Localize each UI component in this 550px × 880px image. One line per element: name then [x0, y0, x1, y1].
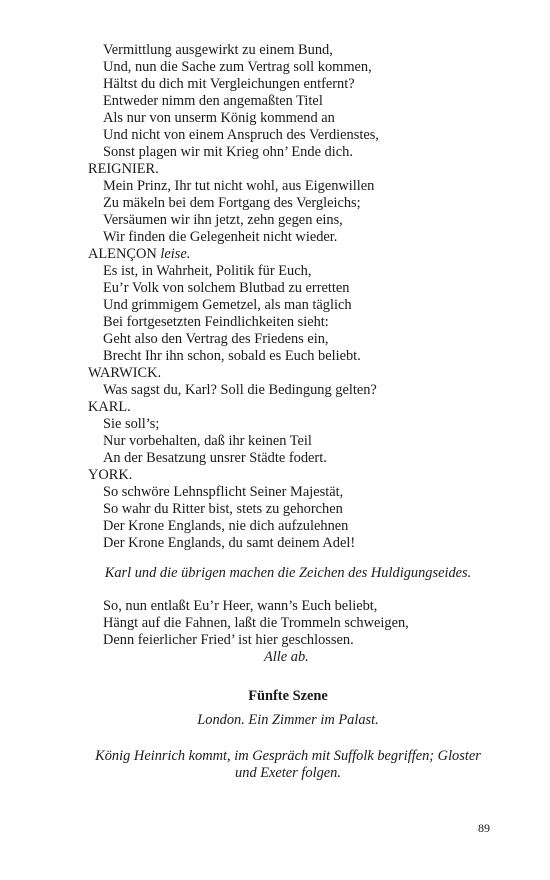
verse-line: Sonst plagen wir mit Krieg ohn’ Ende dich.	[103, 144, 353, 160]
verse-line: Was sagst du, Karl? Soll die Bedingung gelten?	[103, 382, 377, 398]
verse-line: Geht also den Vertrag des Friedens ein,	[103, 331, 329, 347]
verse-line: So wahr du Ritter bist, stets zu gehorchen	[103, 501, 343, 517]
verse-line: Denn feierlicher Fried’ ist hier geschlossen.	[103, 632, 354, 648]
verse-line: Der Krone Englands, du samt deinem Adel!	[103, 535, 356, 551]
entrance-direction-line-1: König Heinrich kommt, im Gespräch mit Suffolk begriffen; Gloster	[95, 748, 481, 764]
page-number: 89	[478, 821, 490, 835]
verse-line: Entweder nimm den angemaßten Titel	[103, 93, 323, 109]
entrance-direction-line-2: und Exeter folgen.	[235, 765, 341, 781]
verse-line: Bei fortgesetzten Feindlichkeiten sieht:	[103, 314, 329, 330]
verse-line: Der Krone Englands, nie dich aufzulehnen	[103, 518, 349, 534]
exit-direction: Alle ab.	[264, 649, 309, 665]
verse-line: Nur vorbehalten, daß ihr keinen Teil	[103, 433, 312, 449]
verse-line: Mein Prinz, Ihr tut nicht wohl, aus Eigenwillen	[103, 178, 375, 194]
verse-line: Und, nun die Sache zum Vertrag soll kommen,	[103, 59, 372, 75]
speaker-warwick: WARWICK.	[88, 365, 162, 381]
speaker-york: YORK.	[88, 467, 133, 483]
verse-line: Es ist, in Wahrheit, Politik für Euch,	[103, 263, 312, 279]
speaker-karl: KARL.	[88, 399, 131, 415]
scene-location: London. Ein Zimmer im Palast.	[197, 712, 379, 728]
verse-line: Als nur von unserm König kommend an	[103, 110, 335, 126]
verse-line: Und nicht von einem Anspruch des Verdienstes,	[103, 127, 379, 143]
speaker-alencon-line	[88, 246, 190, 263]
scene-heading: Fünfte Szene	[248, 688, 328, 704]
verse-line: So schwöre Lehnspflicht Seiner Majestät,	[103, 484, 344, 500]
verse-line: Und grimmigem Gemetzel, als man täglich	[103, 297, 352, 313]
speaker-stage-direction: leise.	[160, 246, 191, 262]
verse-line: An der Besatzung unsrer Städte fodert.	[103, 450, 327, 466]
speaker-alencon: ALENÇON	[88, 246, 157, 262]
verse-line: Wir finden die Gelegenheit nicht wieder.	[103, 229, 338, 245]
verse-line: Vermittlung ausgewirkt zu einem Bund,	[103, 42, 333, 58]
verse-line: Hängt auf die Fahnen, laßt die Trommeln schweigen,	[103, 615, 409, 631]
verse-line: Brecht Ihr ihn schon, sobald es Euch beliebt.	[103, 348, 361, 364]
stage-direction-oath: Karl und die übrigen machen die Zeichen des Huldigungseides.	[104, 565, 472, 581]
verse-line: Eu’r Volk von solchem Blutbad zu erretten	[103, 280, 350, 296]
verse-line: So, nun entlaßt Eu’r Heer, wann’s Euch beliebt,	[103, 598, 378, 614]
verse-line: Sie soll’s;	[103, 416, 160, 432]
verse-line: Versäumen wir ihn jetzt, zehn gegen eins,	[103, 212, 343, 228]
verse-line: Hältst du dich mit Vergleichungen entfernt?	[103, 76, 355, 92]
speaker-reignier: REIGNIER.	[88, 161, 159, 177]
verse-line: Zu mäkeln bei dem Fortgang des Vergleichs;	[103, 195, 361, 211]
